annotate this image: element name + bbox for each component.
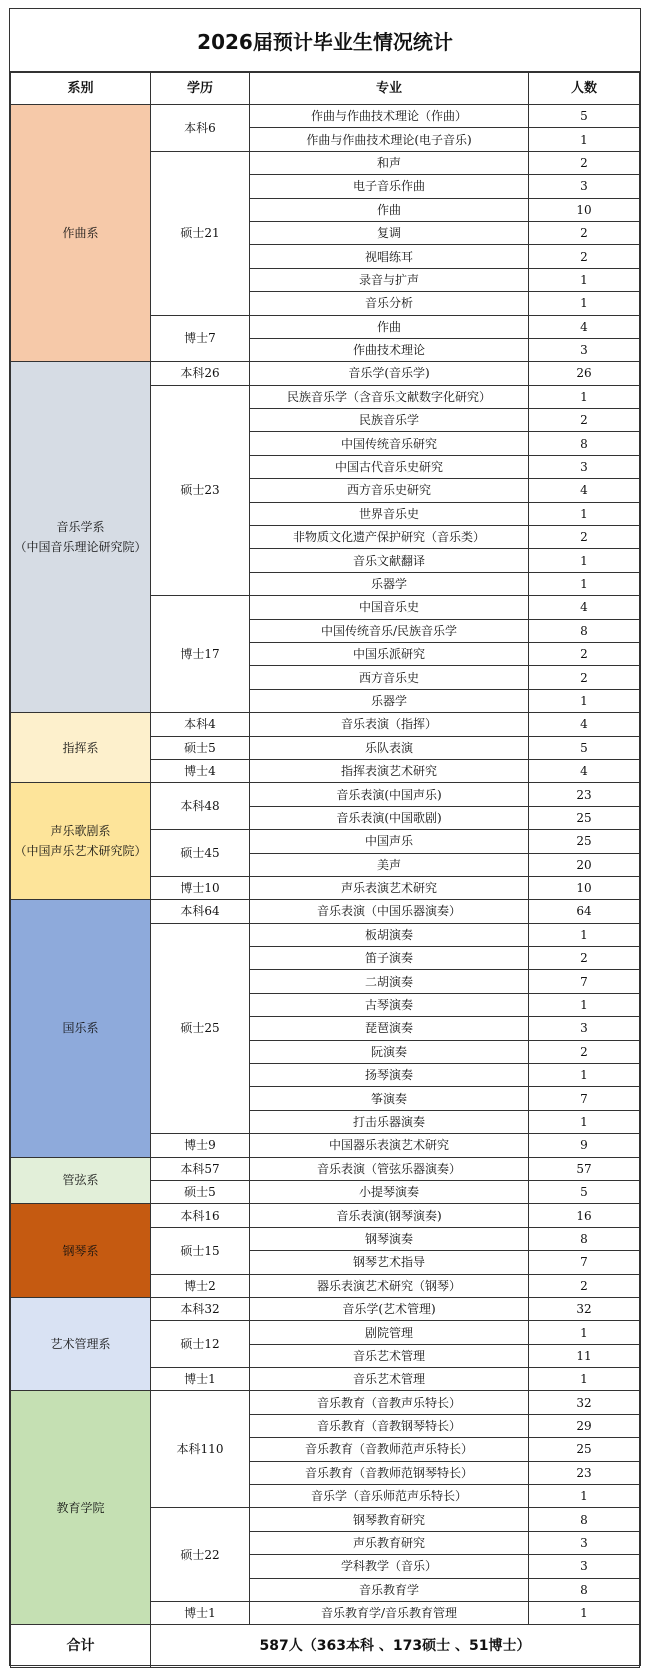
count-cell: 5 <box>529 736 640 759</box>
major-cell: 音乐表演（中国乐器演奏） <box>250 900 529 923</box>
total-row <box>11 1625 640 1668</box>
major-cell: 西方音乐史 <box>250 666 529 689</box>
count-cell: 3 <box>529 1555 640 1578</box>
count-cell: 2 <box>529 1274 640 1297</box>
major-cell: 作曲与作曲技术理论（作曲） <box>250 105 529 128</box>
table-row <box>11 900 640 923</box>
major-cell: 板胡演奏 <box>250 923 529 946</box>
table-row <box>11 105 640 128</box>
count-cell: 1 <box>529 292 640 315</box>
major-cell: 作曲 <box>250 198 529 221</box>
count-cell: 9 <box>529 1134 640 1157</box>
count-cell: 4 <box>529 759 640 782</box>
degree-cell: 博士17 <box>151 596 250 713</box>
count-cell: 1 <box>529 572 640 595</box>
table-row <box>11 1391 640 1414</box>
count-cell: 8 <box>529 619 640 642</box>
major-cell: 音乐教育（音教师范声乐特长） <box>250 1438 529 1461</box>
table-row <box>11 1297 640 1320</box>
degree-cell: 本科6 <box>151 105 250 152</box>
department-cell: 教育学院 <box>11 1391 151 1625</box>
major-cell: 美声 <box>250 853 529 876</box>
count-cell: 8 <box>529 1508 640 1531</box>
count-cell: 4 <box>529 479 640 502</box>
count-cell: 2 <box>529 151 640 174</box>
degree-cell: 硕士5 <box>151 736 250 759</box>
count-cell: 2 <box>529 526 640 549</box>
count-cell: 26 <box>529 362 640 385</box>
major-cell: 音乐表演(钢琴演奏) <box>250 1204 529 1227</box>
table-row <box>11 362 640 385</box>
major-cell: 小提琴演奏 <box>250 1180 529 1203</box>
count-cell: 1 <box>529 268 640 291</box>
major-cell: 音乐学(艺术管理) <box>250 1297 529 1320</box>
department-cell: 国乐系 <box>11 900 151 1157</box>
header-row <box>11 73 640 105</box>
major-cell: 音乐教育学 <box>250 1578 529 1601</box>
major-cell: 音乐艺术管理 <box>250 1344 529 1367</box>
count-cell: 2 <box>529 1040 640 1063</box>
major-cell: 中国传统音乐研究 <box>250 432 529 455</box>
major-cell: 音乐教育（音教师范钢琴特长） <box>250 1461 529 1484</box>
degree-cell: 本科16 <box>151 1204 250 1227</box>
total-label: 合计 <box>11 1625 151 1668</box>
count-cell: 11 <box>529 1344 640 1367</box>
degree-cell: 本科4 <box>151 713 250 736</box>
major-cell: 音乐教育（音教钢琴特长） <box>250 1414 529 1437</box>
major-cell: 学科教学（音乐） <box>250 1555 529 1578</box>
major-cell: 指挥表演艺术研究 <box>250 759 529 782</box>
count-cell: 1 <box>529 993 640 1016</box>
table-row <box>11 1204 640 1227</box>
header-major: 专业 <box>250 73 529 105</box>
count-cell: 1 <box>529 689 640 712</box>
count-cell: 4 <box>529 713 640 736</box>
header-count: 人数 <box>529 73 640 105</box>
count-cell: 8 <box>529 1227 640 1250</box>
count-cell: 29 <box>529 1414 640 1437</box>
degree-cell: 博士1 <box>151 1602 250 1625</box>
count-cell: 5 <box>529 1180 640 1203</box>
table-row <box>11 1157 640 1180</box>
count-cell: 7 <box>529 970 640 993</box>
page-title: 2026届预计毕业生情况统计 <box>10 9 640 72</box>
major-cell: 打击乐器演奏 <box>250 1110 529 1133</box>
major-cell: 音乐学（音乐师范声乐特长） <box>250 1485 529 1508</box>
major-cell: 视唱练耳 <box>250 245 529 268</box>
major-cell: 音乐文献翻译 <box>250 549 529 572</box>
major-cell: 音乐教育学/音乐教育管理 <box>250 1602 529 1625</box>
department-cell: 钢琴系 <box>11 1204 151 1298</box>
count-cell: 57 <box>529 1157 640 1180</box>
count-cell: 5 <box>529 105 640 128</box>
graduates-table <box>10 72 640 1668</box>
count-cell: 8 <box>529 432 640 455</box>
major-cell: 和声 <box>250 151 529 174</box>
major-cell: 复调 <box>250 221 529 244</box>
total-value: 587人（363本科 、173硕士 、51博士） <box>151 1625 640 1668</box>
major-cell: 音乐表演(中国歌剧) <box>250 806 529 829</box>
major-cell: 作曲 <box>250 315 529 338</box>
table-row <box>11 713 640 736</box>
major-cell: 作曲技术理论 <box>250 338 529 361</box>
count-cell: 3 <box>529 1017 640 1040</box>
degree-cell: 硕士45 <box>151 830 250 877</box>
count-cell: 25 <box>529 806 640 829</box>
header-degree: 学历 <box>151 73 250 105</box>
degree-cell: 博士9 <box>151 1134 250 1157</box>
count-cell: 1 <box>529 502 640 525</box>
header-department: 系别 <box>11 73 151 105</box>
count-cell: 20 <box>529 853 640 876</box>
department-cell: 声乐歌剧系 （中国声乐艺术研究院） <box>11 783 151 900</box>
major-cell: 西方音乐史研究 <box>250 479 529 502</box>
major-cell: 中国乐派研究 <box>250 642 529 665</box>
major-cell: 音乐表演（指挥） <box>250 713 529 736</box>
count-cell: 1 <box>529 1064 640 1087</box>
count-cell: 1 <box>529 385 640 408</box>
major-cell: 非物质文化遗产保护研究（音乐类） <box>250 526 529 549</box>
major-cell: 琵琶演奏 <box>250 1017 529 1040</box>
table-body <box>11 105 640 1625</box>
degree-cell: 硕士25 <box>151 923 250 1134</box>
major-cell: 世界音乐史 <box>250 502 529 525</box>
major-cell: 音乐表演（管弦乐器演奏） <box>250 1157 529 1180</box>
count-cell: 16 <box>529 1204 640 1227</box>
degree-cell: 博士1 <box>151 1368 250 1391</box>
count-cell: 10 <box>529 876 640 899</box>
degree-cell: 本科110 <box>151 1391 250 1508</box>
major-cell: 民族音乐学（含音乐文献数字化研究） <box>250 385 529 408</box>
count-cell: 3 <box>529 455 640 478</box>
count-cell: 64 <box>529 900 640 923</box>
major-cell: 钢琴演奏 <box>250 1227 529 1250</box>
major-cell: 录音与扩声 <box>250 268 529 291</box>
major-cell: 中国古代音乐史研究 <box>250 455 529 478</box>
count-cell: 23 <box>529 783 640 806</box>
major-cell: 声乐表演艺术研究 <box>250 876 529 899</box>
count-cell: 2 <box>529 245 640 268</box>
major-cell: 器乐表演艺术研究（钢琴） <box>250 1274 529 1297</box>
degree-cell: 本科26 <box>151 362 250 385</box>
major-cell: 扬琴演奏 <box>250 1064 529 1087</box>
count-cell: 2 <box>529 221 640 244</box>
major-cell: 古琴演奏 <box>250 993 529 1016</box>
major-cell: 音乐艺术管理 <box>250 1368 529 1391</box>
degree-cell: 硕士15 <box>151 1227 250 1274</box>
count-cell: 3 <box>529 338 640 361</box>
major-cell: 民族音乐学 <box>250 409 529 432</box>
count-cell: 1 <box>529 1368 640 1391</box>
count-cell: 2 <box>529 947 640 970</box>
count-cell: 32 <box>529 1297 640 1320</box>
count-cell: 1 <box>529 1602 640 1625</box>
count-cell: 7 <box>529 1087 640 1110</box>
major-cell: 声乐教育研究 <box>250 1531 529 1554</box>
degree-cell: 硕士12 <box>151 1321 250 1368</box>
major-cell: 音乐学(音乐学) <box>250 362 529 385</box>
count-cell: 1 <box>529 128 640 151</box>
table-row <box>11 783 640 806</box>
count-cell: 4 <box>529 315 640 338</box>
count-cell: 4 <box>529 596 640 619</box>
major-cell: 筝演奏 <box>250 1087 529 1110</box>
degree-cell: 硕士5 <box>151 1180 250 1203</box>
major-cell: 中国音乐史 <box>250 596 529 619</box>
department-cell: 指挥系 <box>11 713 151 783</box>
major-cell: 音乐教育（音教声乐特长） <box>250 1391 529 1414</box>
count-cell: 23 <box>529 1461 640 1484</box>
major-cell: 音乐表演(中国声乐) <box>250 783 529 806</box>
count-cell: 25 <box>529 830 640 853</box>
count-cell: 7 <box>529 1251 640 1274</box>
count-cell: 1 <box>529 1321 640 1344</box>
major-cell: 音乐分析 <box>250 292 529 315</box>
degree-cell: 博士10 <box>151 876 250 899</box>
major-cell: 钢琴艺术指导 <box>250 1251 529 1274</box>
count-cell: 1 <box>529 549 640 572</box>
major-cell: 钢琴教育研究 <box>250 1508 529 1531</box>
count-cell: 32 <box>529 1391 640 1414</box>
major-cell: 中国器乐表演艺术研究 <box>250 1134 529 1157</box>
degree-cell: 博士2 <box>151 1274 250 1297</box>
major-cell: 剧院管理 <box>250 1321 529 1344</box>
count-cell: 2 <box>529 642 640 665</box>
department-cell: 作曲系 <box>11 105 151 362</box>
major-cell: 乐队表演 <box>250 736 529 759</box>
major-cell: 二胡演奏 <box>250 970 529 993</box>
degree-cell: 本科57 <box>151 1157 250 1180</box>
major-cell: 作曲与作曲技术理论(电子音乐) <box>250 128 529 151</box>
count-cell: 10 <box>529 198 640 221</box>
count-cell: 2 <box>529 409 640 432</box>
degree-cell: 硕士22 <box>151 1508 250 1602</box>
degree-cell: 本科32 <box>151 1297 250 1320</box>
degree-cell: 本科64 <box>151 900 250 923</box>
count-cell: 1 <box>529 1110 640 1133</box>
major-cell: 中国声乐 <box>250 830 529 853</box>
count-cell: 25 <box>529 1438 640 1461</box>
count-cell: 3 <box>529 1531 640 1554</box>
major-cell: 乐器学 <box>250 572 529 595</box>
degree-cell: 博士7 <box>151 315 250 362</box>
degree-cell: 硕士21 <box>151 151 250 315</box>
degree-cell: 博士4 <box>151 759 250 782</box>
major-cell: 中国传统音乐/民族音乐学 <box>250 619 529 642</box>
count-cell: 8 <box>529 1578 640 1601</box>
statistics-sheet <box>9 8 641 1666</box>
major-cell: 电子音乐作曲 <box>250 175 529 198</box>
major-cell: 乐器学 <box>250 689 529 712</box>
count-cell: 3 <box>529 175 640 198</box>
major-cell: 阮演奏 <box>250 1040 529 1063</box>
department-cell: 管弦系 <box>11 1157 151 1204</box>
degree-cell: 本科48 <box>151 783 250 830</box>
department-cell: 音乐学系 （中国音乐理论研究院） <box>11 362 151 713</box>
degree-cell: 硕士23 <box>151 385 250 596</box>
major-cell: 笛子演奏 <box>250 947 529 970</box>
count-cell: 2 <box>529 666 640 689</box>
count-cell: 1 <box>529 1485 640 1508</box>
count-cell: 1 <box>529 923 640 946</box>
department-cell: 艺术管理系 <box>11 1297 151 1391</box>
